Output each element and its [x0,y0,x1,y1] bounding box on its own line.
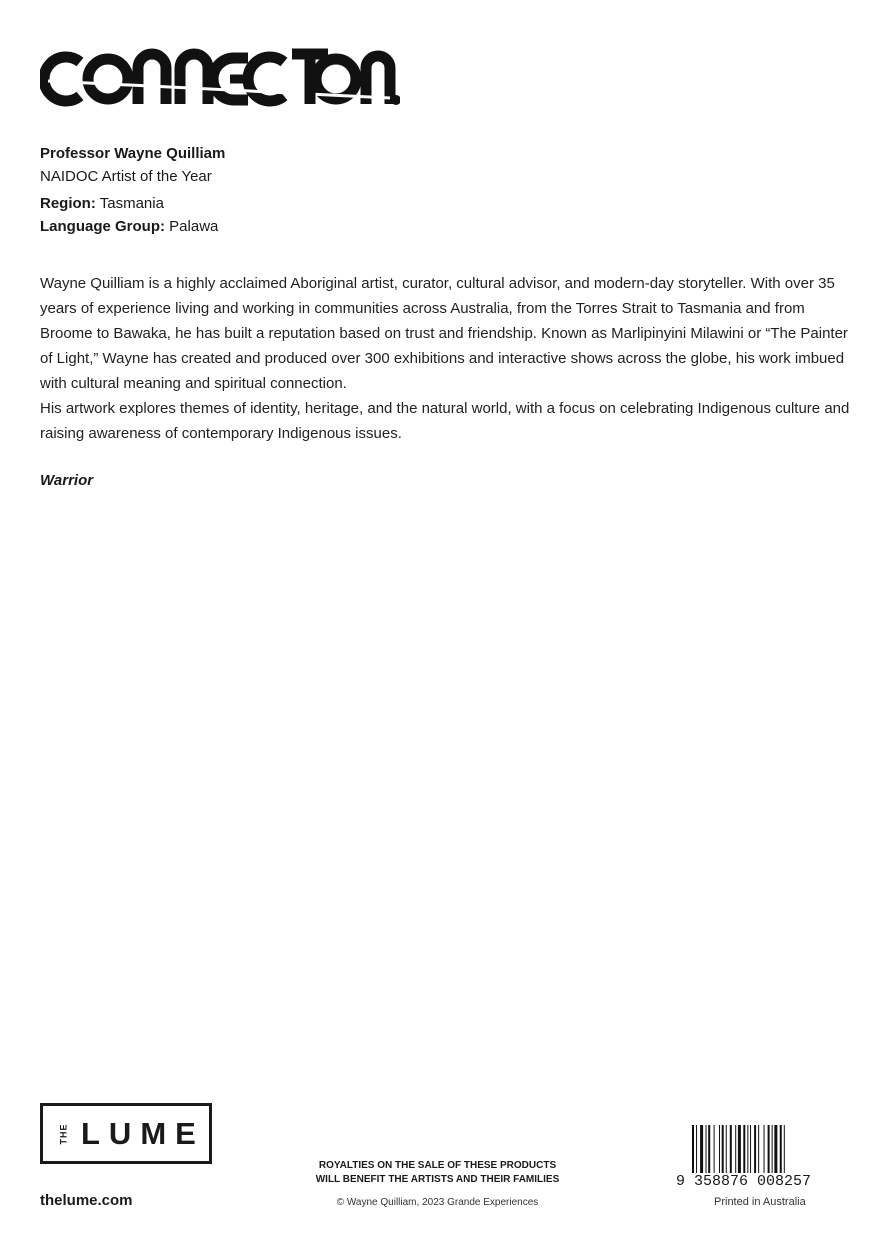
copyright-notice: © Wayne Quilliam, 2023 Grande Experiences [336,1197,539,1208]
language-value: Palawa [169,218,219,235]
language-label: Language Group: [40,218,165,235]
artist-name: Professor Wayne Quilliam [40,145,226,162]
language-row [40,215,225,238]
royalty-line: WILL BENEFIT THE ARTISTS AND THEIR FAMILIES [315,1174,560,1185]
region-value: Tasmania [99,195,164,212]
region-row [40,192,225,215]
royalty-notice [300,1159,575,1187]
royalty-line: ROYALTIES ON THE SALE OF THESE PRODUCTS [318,1160,557,1171]
bio-paragraph: Wayne Quilliam is a highly acclaimed Aboriginal artist, curator, cultural advisor, and modern-day storyteller. With over 35 years of experience living and working in communities across Australia, from the Torres Strait to Tasmania and from Broome to Bawaka, he has built a reputation based on trust and friendship. Known as Marlipinyini Milawini or “The Painter of Light,” Wayne has created and produced over 300 exhibitions and interactive shows across the globe, his work imbued with cultural meaning and spiritual connection. [40,275,848,392]
lume-logo-word: LUME [81,1116,205,1151]
printed-in: Printed in Australia [714,1196,806,1208]
artist-title: NAIDOC Artist of the Year [40,168,212,185]
region-label: Region: [40,195,96,212]
lume-logo-the: THE [58,1123,69,1144]
the-lume-logo [40,1103,212,1164]
website-link[interactable]: thelume.com [40,1192,133,1209]
artist-bio [40,271,850,446]
artist-info [40,142,225,238]
artwork-title: Warrior [40,472,94,489]
connection-logo [40,48,400,110]
barcode-number: 9 358876 008257 [676,1173,812,1190]
bio-paragraph: His artwork explores themes of identity, heritage, and the natural world, with a focus on celebrating Indigenous culture and raising awareness of contemporary Indigenous issues. [40,400,850,442]
